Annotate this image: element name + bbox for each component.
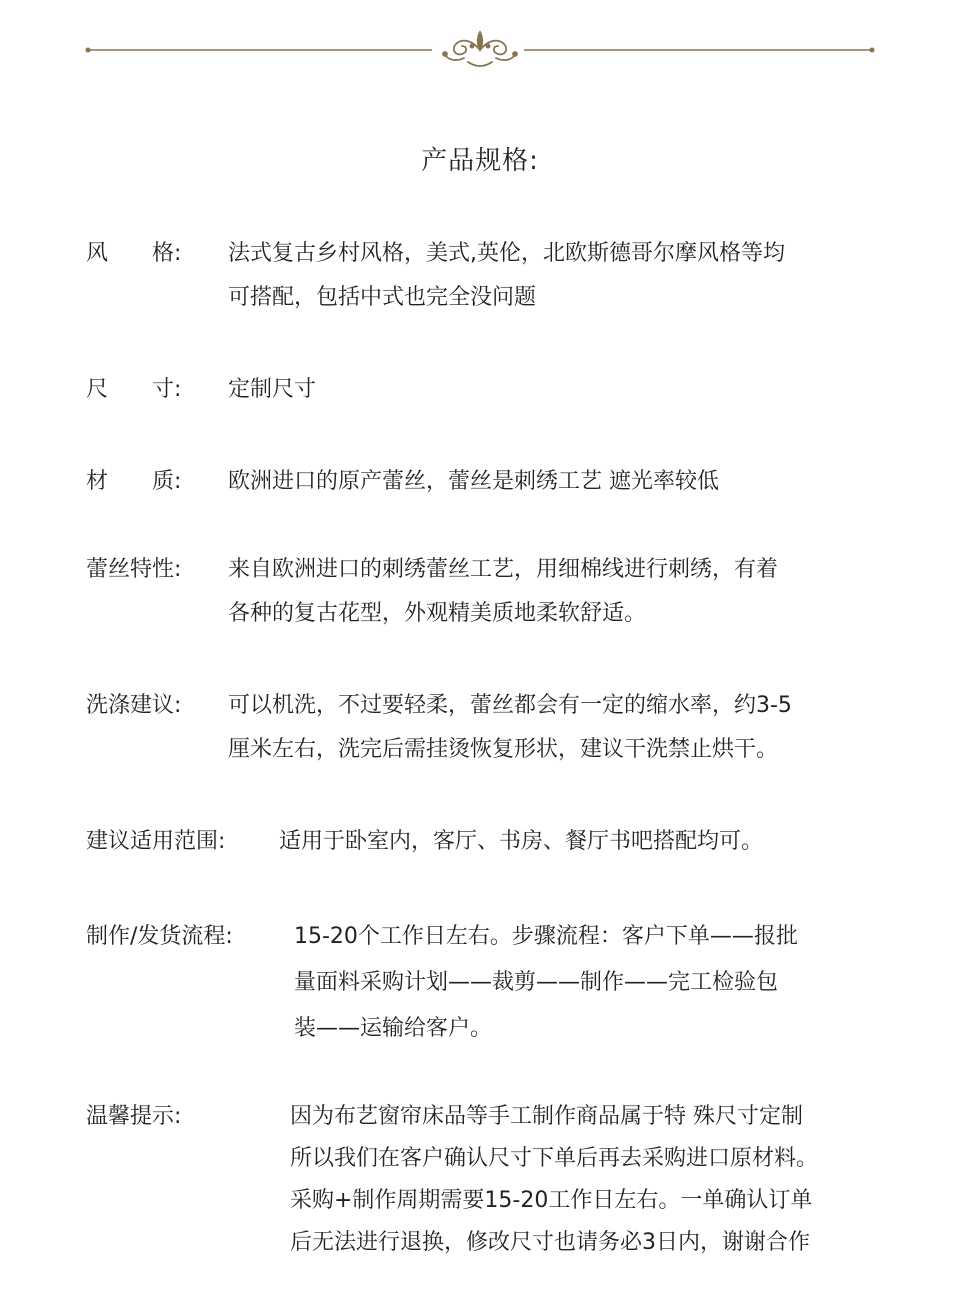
flourish-ornament-icon: [443, 32, 517, 66]
spec-value-line: 法式复古乡村风格，美式,英伦，北欧斯德哥尔摩风格等均: [228, 241, 785, 266]
spec-value-line: 因为布艺窗帘床品等手工制作商品属于特 殊尺寸定制: [290, 1104, 803, 1129]
spec-value-line: 来自欧洲进口的刺绣蕾丝工艺，用细棉线进行刺绣，有着: [228, 557, 779, 582]
spec-value: [228, 548, 920, 636]
spec-value-line: 适用于卧室内，客厅、书房、餐厅书吧搭配均可。: [279, 829, 764, 854]
spec-value-line: 15-20个工作日左右。步骤流程：客户下单——报批: [294, 924, 798, 949]
spec-value: [228, 460, 920, 504]
spec-value: [279, 820, 920, 864]
spec-label: 洗涤建议:: [86, 693, 182, 718]
spec-value-line: 采购+制作周期需要15-20工作日左右。一单确认订单: [290, 1188, 813, 1213]
spec-label: 蕾丝特性:: [86, 557, 182, 582]
spec-label: 材 质:: [86, 469, 182, 494]
spec-value-line: 定制尺寸: [228, 377, 317, 402]
divider-dot-left: [86, 48, 91, 53]
spec-value-line: 欧洲进口的原产蕾丝，蕾丝是刺绣工艺 遮光率较低: [228, 469, 719, 494]
spec-value-line: 各种的复古花型，外观精美质地柔软舒适。: [228, 601, 647, 626]
spec-label: 温馨提示:: [86, 1104, 182, 1129]
spec-value-line: 所以我们在客户确认尺寸下单后再去采购进口原材料。: [290, 1146, 819, 1171]
spec-value-line: 量面料采购计划——裁剪——制作——完工检验包: [294, 970, 779, 995]
spec-label: 制作/发货流程:: [86, 924, 233, 949]
spec-value-line: 装——运输给客户。: [294, 1016, 493, 1041]
spec-value: [290, 1096, 920, 1264]
spec-value: [228, 368, 920, 412]
spec-label: 风 格:: [86, 241, 182, 266]
spec-value: [228, 232, 920, 320]
spec-label: 建议适用范围:: [86, 829, 226, 854]
page-title: 产品规格:: [421, 146, 539, 176]
spec-label: 尺 寸:: [86, 377, 182, 402]
spec-value-line: 厘米左右，洗完后需挂烫恢复形状，建议干洗禁止烘干。: [228, 737, 779, 762]
spec-value: [294, 914, 920, 1052]
spec-value: [228, 684, 920, 772]
spec-value-line: 可以机洗，不过要轻柔，蕾丝都会有一定的缩水率，约3-5: [228, 693, 792, 718]
divider-dot-right: [870, 48, 875, 53]
ornamental-divider: [84, 28, 876, 72]
spec-value-line: 可搭配，包括中式也完全没问题: [228, 285, 537, 310]
spec-value-line: 后无法进行退换，修改尺寸也请务必3日内，谢谢合作: [290, 1230, 810, 1255]
